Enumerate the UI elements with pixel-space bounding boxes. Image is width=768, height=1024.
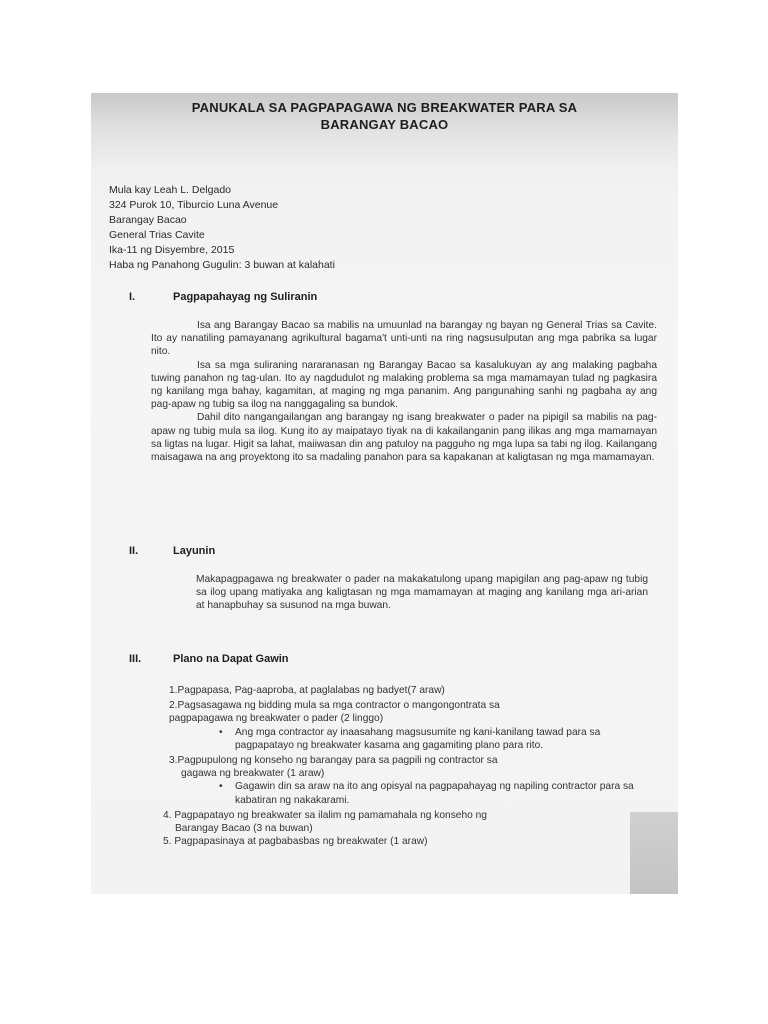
plan-bullet-2-text: Gagawin din sa araw na ito ang opisyal na pagpapahayag ng napiling contractor para sa kabatiran ng nakakarami. (235, 781, 634, 806)
bullet-icon: • (219, 781, 223, 793)
plan-item-1: 1.Pagpapasa, Pag-aaproba, at paglalabas ng badyet(7 araw) (169, 685, 445, 696)
list-item (169, 699, 649, 725)
section-3-number: III. (129, 653, 142, 665)
section-2-body (196, 573, 648, 613)
document-page (91, 93, 678, 894)
bullet-icon: • (219, 726, 223, 738)
plan-bullet-1-text: Ang mga contractor ay inaasahang magsusumite ng kani-kanilang tawad para sa pagpapatayo ng breakwater kasama ang gagamiting plano para rito. (235, 726, 601, 751)
plan-list (163, 684, 649, 848)
plan-item-5: 5. Pagpapasinaya at pagbabasbas ng breakwater (1 araw) (163, 836, 428, 848)
title-line-2: BARANGAY BACAO (320, 117, 449, 132)
section-2-number: II. (129, 545, 139, 557)
section-2-title: Layunin (173, 545, 216, 557)
plan-item-4-line-2: Barangay Bacao (3 na buwan) (175, 823, 313, 835)
section-1-number: I. (129, 291, 136, 303)
plan-item-4-line-1: 4. Pagpapatayo ng breakwater sa ilalim ng pamamahala ng konseho ng (163, 809, 487, 821)
list-item (169, 684, 649, 697)
list-item (169, 754, 649, 780)
plan-item-3-line-1: 3.Pagpupulong ng konseho ng barangay para sa pagpili ng contractor sa (169, 755, 498, 767)
section-1-paragraph-2: Isa sa mga suliraning nararanasan ng Barangay Bacao sa kasalukuyan ay ang malaking pagbaha tuwing panahon ng tag-ulan. Ito ay nagdudulot ng malaking problema sa mga mamamayan tulad ng pagkasira ng kanilang mga bahay, kagamitan, at maging ng mga pananim. Ang pangunahing sanhi ng pagbaha ay ang pag-apaw ng tubig sa ilog na nanggagaling sa bundok. (151, 359, 657, 411)
list-item (163, 809, 649, 835)
plan-bullet-2 (169, 780, 649, 806)
plan-item-3-line-2: gagawa ng breakwater (1 araw) (181, 768, 325, 780)
list-item (163, 835, 649, 848)
sender-address-3: General Trias Cavite (109, 229, 205, 241)
section-1-paragraph-3: Dahil dito nangangailangan ang barangay ng isang breakwater o pader na pipigil sa mabilis na pag-apaw ng tubig mula sa ilog. Kung ito ay maipatayo tiyak na di kakailanganin pang ilikas ang mga mamamayan sa ligtas na lugar. Higit sa lahat, maiiwasan din ang patuloy na pagguho ng mga lupa sa tabi ng ilog. Kailangang maisagawa na ang proyektong ito sa madaling panahon para sa kapakanan at kaligtasan ng mga mamamayan. (151, 412, 657, 464)
title-line-1: PANUKALA SA PAGPAPAGAWA NG BREAKWATER PARA SA (191, 100, 578, 115)
document-date: Ika-11 ng Disyembre, 2015 (109, 244, 235, 256)
document-title (91, 99, 678, 133)
sender-address-1: 324 Purok 10, Tiburcio Luna Avenue (109, 199, 279, 211)
section-1-title: Pagpapahayag ng Suliranin (173, 291, 318, 303)
plan-bullet-1 (169, 726, 649, 752)
sender-address-2: Barangay Bacao (109, 214, 187, 226)
section-3-title: Plano na Dapat Gawin (173, 653, 289, 665)
sender-block (109, 183, 335, 273)
page-corner-shade (630, 812, 678, 894)
section-1-paragraph-1: Isa ang Barangay Bacao sa mabilis na umuunlad na barangay ng bayan ng General Trias sa Cavite. Ito ay nanatiling pamayanang agrikultural bagama't unti-unti na ring nagsusulputan ang mga pabrika sa lugar nito. (151, 320, 657, 358)
sender-name: Mula kay Leah L. Delgado (109, 184, 231, 196)
plan-item-2-line-2: pagpapagawa ng breakwater o pader (2 linggo) (169, 713, 384, 725)
project-duration: Haba ng Panahong Gugulin: 3 buwan at kalahati (109, 259, 335, 271)
section-1-body (151, 319, 657, 464)
plan-item-2-line-1: 2.Pagsasagawa ng bidding mula sa mga contractor o mangongontrata sa (169, 700, 500, 712)
section-2-paragraph-1: Makapagpagawa ng breakwater o pader na makakatulong upang mapigilan ang pag-apaw ng tubig sa ilog upang matiyaka ang kaligtasan ng mga mamamayan at maging ang kanilang mga ari-arian at hanapbuhay sa susunod na mga buwan. (196, 574, 648, 612)
